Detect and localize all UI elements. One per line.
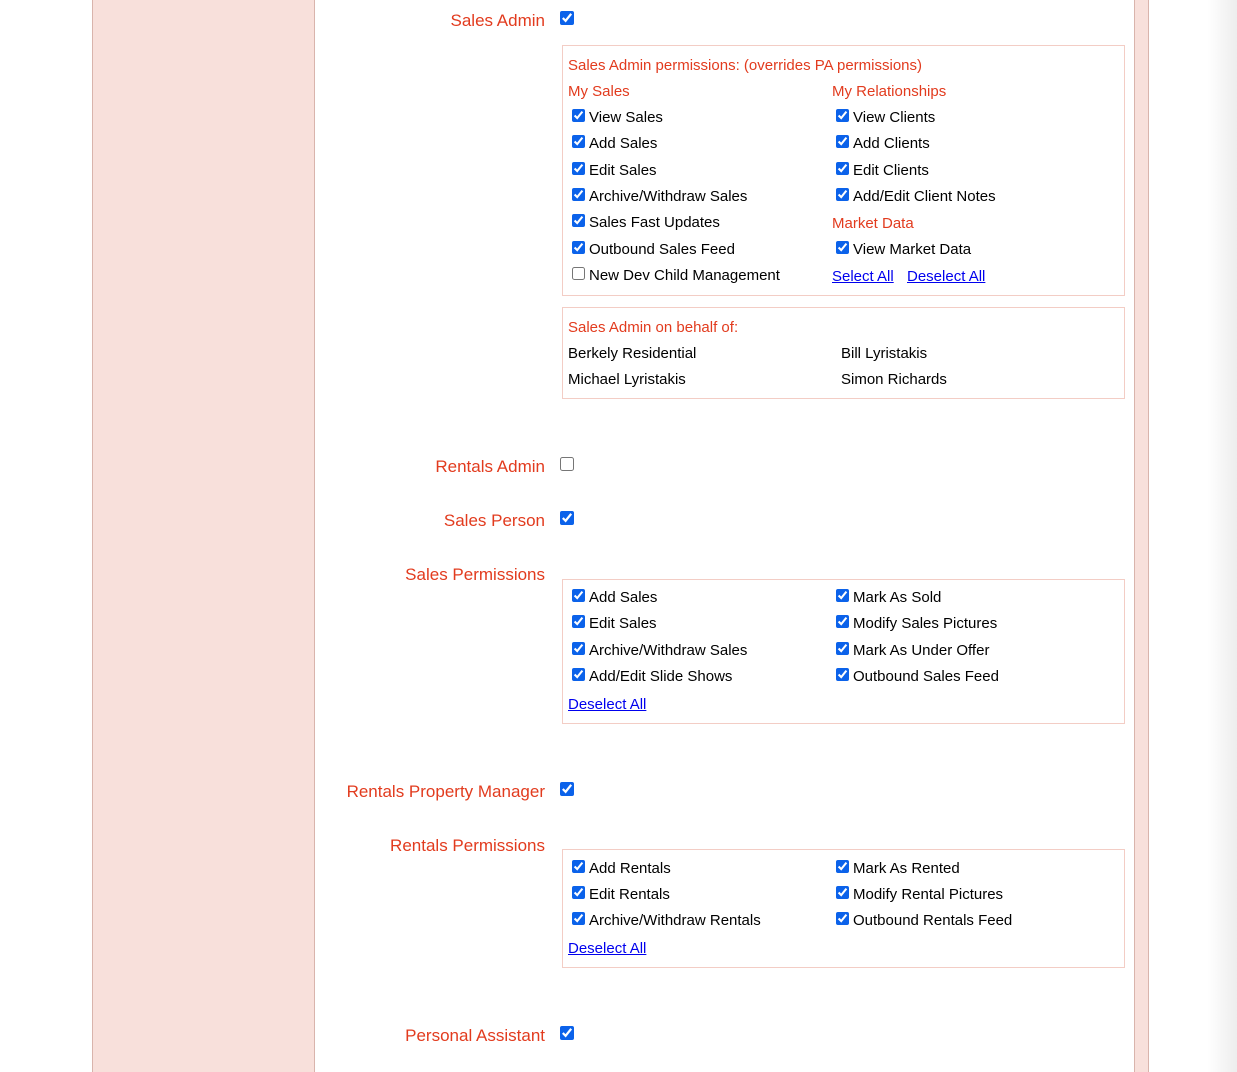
checkbox[interactable]	[572, 188, 585, 201]
checkbox[interactable]	[572, 642, 585, 655]
my-sales-heading: My Sales	[568, 83, 630, 100]
my-relationships-option[interactable]: Add/Edit Client Notes	[836, 187, 996, 207]
my-relationships-option[interactable]: Add Clients	[836, 134, 930, 154]
my-relationships-heading: My Relationships	[832, 83, 947, 100]
checkbox[interactable]	[836, 589, 849, 602]
my-sales-option[interactable]: Add Sales	[572, 134, 657, 154]
sales-permission-option[interactable]: Outbound Sales Feed	[836, 667, 999, 687]
personal-assistant-checkbox[interactable]	[560, 1026, 574, 1040]
market-data-heading: Market Data	[832, 215, 914, 232]
checkbox[interactable]	[836, 912, 849, 925]
sales-permission-option[interactable]: Mark As Sold	[836, 588, 941, 608]
rentals-permission-option[interactable]: Modify Rental Pictures	[836, 885, 1003, 905]
checkbox[interactable]	[836, 615, 849, 628]
checkbox[interactable]	[836, 241, 849, 254]
rentals-permissions-label: Rentals Permissions	[390, 836, 545, 855]
checkbox[interactable]	[572, 886, 585, 899]
behalf-name: Bill Lyristakis	[841, 345, 928, 362]
my-sales-option[interactable]: Archive/Withdraw Sales	[572, 187, 747, 207]
rentals-admin-label: Rentals Admin	[435, 457, 545, 476]
sales-admin-behalf-panel	[562, 307, 1125, 399]
checkbox[interactable]	[836, 162, 849, 175]
sales-permission-option[interactable]: Modify Sales Pictures	[836, 614, 997, 634]
rentals-permissions-deselect-all-link[interactable]: Deselect All	[568, 940, 647, 957]
checkbox[interactable]	[572, 109, 585, 122]
checkbox[interactable]	[836, 860, 849, 873]
sales-admin-checkbox[interactable]	[560, 11, 574, 25]
checkbox[interactable]	[836, 886, 849, 899]
sales-admin-permissions-panel	[562, 45, 1125, 296]
sales-person-checkbox[interactable]	[560, 511, 574, 525]
right-border-column	[1134, 0, 1149, 1072]
checkbox[interactable]	[836, 642, 849, 655]
behalf-title: Sales Admin on behalf of:	[568, 319, 739, 336]
checkbox[interactable]	[836, 135, 849, 148]
rentals-permission-option[interactable]: Edit Rentals	[572, 885, 670, 905]
sales-permissions-panel	[562, 579, 1125, 724]
sales-admin-permissions-title: Sales Admin permissions: (overrides PA permissions)	[568, 57, 923, 74]
sales-permission-option[interactable]: Add Sales	[572, 588, 657, 608]
sales-admin-label: Sales Admin	[450, 11, 545, 30]
my-relationships-option[interactable]: Edit Clients	[836, 161, 929, 181]
my-sales-option[interactable]: Edit Sales	[572, 161, 657, 181]
sales-permission-option[interactable]: Edit Sales	[572, 614, 657, 634]
my-sales-option[interactable]: Sales Fast Updates	[572, 213, 720, 233]
my-relationships-option[interactable]: View Clients	[836, 108, 935, 128]
rentals-permission-option[interactable]: Archive/Withdraw Rentals	[572, 911, 761, 931]
rentals-permission-option[interactable]: Outbound Rentals Feed	[836, 911, 1012, 931]
behalf-name: Berkely Residential	[568, 345, 697, 362]
checkbox[interactable]	[572, 589, 585, 602]
checkbox[interactable]	[572, 214, 585, 227]
behalf-name: Michael Lyristakis	[568, 371, 686, 388]
sales-permission-option[interactable]: Mark As Under Offer	[836, 641, 989, 661]
checkbox[interactable]	[572, 615, 585, 628]
sales-permission-option[interactable]: Archive/Withdraw Sales	[572, 641, 747, 661]
rentals-property-manager-checkbox[interactable]	[560, 782, 574, 796]
my-sales-option[interactable]: Outbound Sales Feed	[572, 240, 735, 260]
checkbox[interactable]	[836, 109, 849, 122]
deselect-all-link[interactable]: Deselect All	[907, 268, 986, 285]
checkbox[interactable]	[836, 188, 849, 201]
rentals-admin-checkbox[interactable]	[560, 457, 574, 471]
select-all-link[interactable]: Select All	[832, 268, 894, 285]
rentals-permissions-panel	[562, 849, 1125, 968]
sales-permission-option[interactable]: Add/Edit Slide Shows	[572, 667, 732, 687]
scroll-edge-shadow	[1207, 0, 1237, 1072]
rentals-permission-option[interactable]: Add Rentals	[572, 859, 671, 879]
checkbox[interactable]	[572, 267, 585, 280]
my-sales-option[interactable]: View Sales	[572, 108, 663, 128]
checkbox[interactable]	[572, 860, 585, 873]
checkbox[interactable]	[572, 162, 585, 175]
left-sidebar-column	[92, 0, 315, 1072]
checkbox[interactable]	[572, 135, 585, 148]
checkbox[interactable]	[572, 668, 585, 681]
personal-assistant-label: Personal Assistant	[405, 1026, 545, 1045]
sales-permissions-label: Sales Permissions	[405, 565, 545, 584]
behalf-name: Simon Richards	[841, 371, 947, 388]
my-sales-option[interactable]: New Dev Child Management	[572, 266, 780, 286]
sales-person-label: Sales Person	[443, 511, 545, 530]
rentals-property-manager-label: Rentals Property Manager	[346, 782, 545, 801]
checkbox[interactable]	[572, 912, 585, 925]
checkbox[interactable]	[572, 241, 585, 254]
sales-permissions-deselect-all-link[interactable]: Deselect All	[568, 696, 647, 713]
market-data-option[interactable]: View Market Data	[836, 240, 971, 260]
rentals-permission-option[interactable]: Mark As Rented	[836, 859, 960, 879]
checkbox[interactable]	[836, 668, 849, 681]
